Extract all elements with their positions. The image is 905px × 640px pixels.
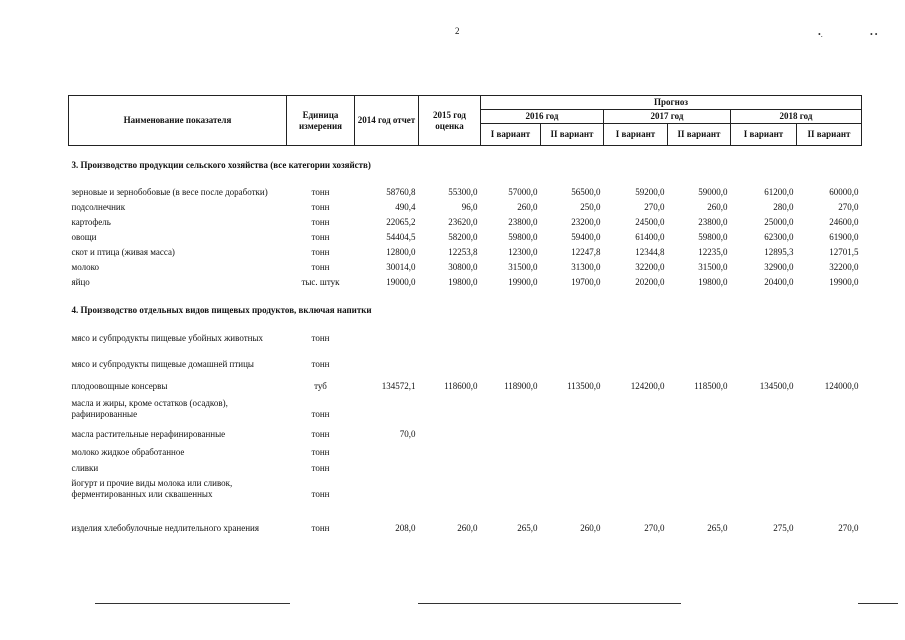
value-cell: 270,0: [838, 522, 859, 533]
value-cell: [481, 474, 541, 500]
value-cell: 113500,0: [567, 380, 601, 391]
row-name: овощи: [71, 231, 97, 242]
value-cell: [419, 316, 481, 344]
value-cell: [668, 440, 731, 458]
value-cell: [604, 392, 668, 420]
value-cell: [481, 440, 541, 458]
row-name: молоко: [71, 261, 99, 272]
row-name: изделия хлебобулочные недлительного хранения: [71, 522, 259, 533]
table-row: [69, 258, 862, 273]
page-number: 2: [455, 26, 460, 36]
value-cell: 19700,0: [571, 276, 601, 287]
value-cell: 32200,0: [829, 261, 859, 272]
table-row: [69, 198, 862, 213]
value-cell: [604, 474, 668, 500]
value-cell: 12247,8: [571, 246, 601, 257]
row-unit: тонн: [311, 488, 330, 499]
value-cell: 270,0: [644, 201, 665, 212]
header-2016: 2016 год: [481, 110, 604, 124]
value-cell: 31300,0: [571, 261, 601, 272]
value-cell: [541, 344, 604, 370]
value-cell: 32900,0: [764, 261, 794, 272]
value-cell: 260,0: [517, 201, 538, 212]
value-cell: [481, 392, 541, 420]
value-cell: [731, 458, 797, 474]
scan-speck: •.: [818, 30, 823, 39]
value-cell: [355, 458, 419, 474]
value-cell: 124000,0: [824, 380, 859, 391]
table-row: [69, 474, 862, 500]
value-cell: [355, 316, 419, 344]
value-cell: 23620,0: [448, 216, 478, 227]
header-variant-2: II вариант: [668, 124, 731, 146]
value-cell: 12800,0: [386, 246, 416, 257]
value-cell: 19900,0: [829, 276, 859, 287]
value-cell: 118600,0: [444, 380, 478, 391]
value-cell: 265,0: [707, 522, 728, 533]
value-cell: [419, 440, 481, 458]
value-cell: [731, 420, 797, 440]
value-cell: [541, 474, 604, 500]
scan-speck: • •: [870, 30, 878, 39]
value-cell: 270,0: [838, 201, 859, 212]
value-cell: 490,4: [395, 201, 416, 212]
value-cell: 19900,0: [508, 276, 538, 287]
value-cell: 32200,0: [635, 261, 665, 272]
section-title: 3. Производство продукции сельского хозяйства (все категории хозяйств): [71, 159, 371, 170]
value-cell: [797, 420, 862, 440]
header-unit: Единица измерения: [287, 96, 355, 146]
value-cell: [604, 458, 668, 474]
value-cell: [419, 420, 481, 440]
row-name: сливки: [71, 462, 99, 473]
value-cell: [481, 316, 541, 344]
footer-rule: [95, 603, 290, 604]
value-cell: 208,0: [395, 522, 416, 533]
value-cell: 12895,3: [764, 246, 794, 257]
header-variant-2: II вариант: [541, 124, 604, 146]
value-cell: 275,0: [773, 522, 794, 533]
value-cell: 58200,0: [448, 231, 478, 242]
value-cell: 260,0: [707, 201, 728, 212]
value-cell: [541, 420, 604, 440]
row-name: яйцо: [71, 276, 90, 287]
footer-rule: [418, 603, 681, 604]
value-cell: 25000,0: [764, 216, 794, 227]
row-name: подсолнечник: [71, 201, 126, 212]
header-variant-1: I вариант: [604, 124, 668, 146]
value-cell: [355, 344, 419, 370]
value-cell: 265,0: [517, 522, 538, 533]
value-cell: [419, 458, 481, 474]
header-name: Наименование показателя: [69, 96, 287, 146]
table-header: [69, 96, 862, 146]
value-cell: 31500,0: [698, 261, 728, 272]
table-row: [69, 440, 862, 458]
value-cell: 250,0: [580, 201, 601, 212]
value-cell: [797, 458, 862, 474]
value-cell: [604, 420, 668, 440]
row-unit: тонн: [311, 462, 330, 473]
row-name: плодоовощные консервы: [71, 380, 168, 391]
value-cell: 70,0: [399, 428, 416, 439]
value-cell: 12235,0: [698, 246, 728, 257]
value-cell: 59800,0: [698, 231, 728, 242]
value-cell: 118900,0: [504, 380, 538, 391]
value-cell: 12253,8: [448, 246, 478, 257]
value-cell: 54404,5: [386, 231, 416, 242]
header-variant-2: II вариант: [797, 124, 862, 146]
value-cell: [355, 392, 419, 420]
value-cell: [355, 440, 419, 458]
value-cell: [419, 474, 481, 500]
table-row: [69, 243, 862, 258]
header-2014: 2014 год отчет: [355, 96, 419, 146]
value-cell: 59200,0: [635, 186, 665, 197]
value-cell: 22065,2: [386, 216, 416, 227]
value-cell: 61200,0: [764, 186, 794, 197]
value-cell: [541, 392, 604, 420]
value-cell: [797, 440, 862, 458]
value-cell: 12701,5: [829, 246, 859, 257]
value-cell: [604, 440, 668, 458]
value-cell: 58760,8: [386, 186, 416, 197]
section-title: 4. Производство отдельных видов пищевых продуктов, включая напитки: [71, 304, 372, 315]
value-cell: 96,0: [461, 201, 478, 212]
value-cell: 118500,0: [694, 380, 728, 391]
value-cell: 134572,1: [381, 380, 416, 391]
value-cell: [668, 420, 731, 440]
value-cell: 23800,0: [508, 216, 538, 227]
row-unit: тонн: [311, 246, 330, 257]
row-unit: туб: [314, 380, 327, 391]
value-cell: 260,0: [580, 522, 601, 533]
value-cell: 61900,0: [829, 231, 859, 242]
footer-rule: [858, 603, 898, 604]
value-cell: [541, 458, 604, 474]
header-variant-1: I вариант: [481, 124, 541, 146]
value-cell: [541, 316, 604, 344]
value-cell: [731, 392, 797, 420]
row-name: масла и жиры, кроме остатков (осадков), рафинированные: [71, 397, 228, 419]
value-cell: [731, 316, 797, 344]
row-unit: тонн: [311, 216, 330, 227]
value-cell: 60000,0: [829, 186, 859, 197]
row-unit: тонн: [311, 231, 330, 242]
value-cell: 124200,0: [630, 380, 665, 391]
value-cell: 20200,0: [635, 276, 665, 287]
value-cell: 23200,0: [571, 216, 601, 227]
value-cell: 19800,0: [698, 276, 728, 287]
value-cell: [541, 440, 604, 458]
value-cell: [419, 392, 481, 420]
value-cell: 59000,0: [698, 186, 728, 197]
value-cell: [797, 316, 862, 344]
value-cell: [797, 392, 862, 420]
value-cell: 19800,0: [448, 276, 478, 287]
value-cell: 20400,0: [764, 276, 794, 287]
value-cell: 19000,0: [386, 276, 416, 287]
table-row: [69, 458, 862, 474]
row-unit: тонн: [311, 358, 330, 369]
value-cell: 270,0: [644, 522, 665, 533]
value-cell: [419, 344, 481, 370]
header-variant-1: I вариант: [731, 124, 797, 146]
row-unit: тонн: [311, 446, 330, 457]
value-cell: [797, 344, 862, 370]
value-cell: 24500,0: [635, 216, 665, 227]
value-cell: [604, 344, 668, 370]
value-cell: [797, 474, 862, 500]
table-row: [69, 316, 862, 344]
value-cell: 55300,0: [448, 186, 478, 197]
table-row: [69, 213, 862, 228]
value-cell: [668, 458, 731, 474]
value-cell: [731, 344, 797, 370]
header-2017: 2017 год: [604, 110, 731, 124]
value-cell: 23800,0: [698, 216, 728, 227]
row-unit: тыс. штук: [301, 276, 340, 287]
value-cell: [604, 316, 668, 344]
value-cell: 61400,0: [635, 231, 665, 242]
value-cell: 31500,0: [508, 261, 538, 272]
value-cell: 59400,0: [571, 231, 601, 242]
value-cell: 30014,0: [386, 261, 416, 272]
value-cell: 62300,0: [764, 231, 794, 242]
forecast-table: [68, 95, 862, 534]
value-cell: [481, 420, 541, 440]
row-name: молоко жидкое обработанное: [71, 446, 185, 457]
row-unit: тонн: [311, 408, 330, 419]
value-cell: [355, 474, 419, 500]
value-cell: 280,0: [773, 201, 794, 212]
row-unit: тонн: [311, 522, 330, 533]
row-unit: тонн: [311, 428, 330, 439]
value-cell: [731, 474, 797, 500]
value-cell: 57000,0: [508, 186, 538, 197]
row-unit: тонн: [311, 332, 330, 343]
row-unit: тонн: [311, 186, 330, 197]
table-row: [69, 392, 862, 420]
value-cell: [668, 392, 731, 420]
table-row: [69, 370, 862, 392]
value-cell: 12300,0: [508, 246, 538, 257]
value-cell: [668, 344, 731, 370]
row-name: мясо и субпродукты пищевые домашней птицы: [71, 358, 254, 369]
row-name: скот и птица (живая масса): [71, 246, 175, 257]
table-row: [69, 420, 862, 440]
row-unit: тонн: [311, 201, 330, 212]
table-row: [69, 171, 862, 198]
header-2018: 2018 год: [731, 110, 862, 124]
value-cell: 59800,0: [508, 231, 538, 242]
table-row: [69, 228, 862, 243]
value-cell: [481, 458, 541, 474]
row-name: масла растительные нерафинированные: [71, 428, 226, 439]
row-name: зерновые и зернобобовые (в весе после доработки): [71, 186, 268, 197]
row-name: картофель: [71, 216, 111, 227]
value-cell: 24600,0: [829, 216, 859, 227]
row-name: мясо и субпродукты пищевые убойных животных: [71, 332, 263, 343]
header-forecast: Прогноз: [481, 96, 862, 110]
table-row: [69, 344, 862, 370]
value-cell: 56500,0: [571, 186, 601, 197]
value-cell: 12344,8: [635, 246, 665, 257]
header-2015: 2015 год оценка: [419, 96, 481, 146]
value-cell: 260,0: [457, 522, 478, 533]
value-cell: 134500,0: [759, 380, 794, 391]
value-cell: [668, 316, 731, 344]
table-row: [69, 273, 862, 288]
table-row: [69, 500, 862, 534]
value-cell: 30800,0: [448, 261, 478, 272]
row-unit: тонн: [311, 261, 330, 272]
value-cell: [731, 440, 797, 458]
value-cell: [481, 344, 541, 370]
value-cell: [668, 474, 731, 500]
row-name: йогурт и прочие виды молока или сливок, ферментированных или сквашенных: [71, 477, 233, 499]
